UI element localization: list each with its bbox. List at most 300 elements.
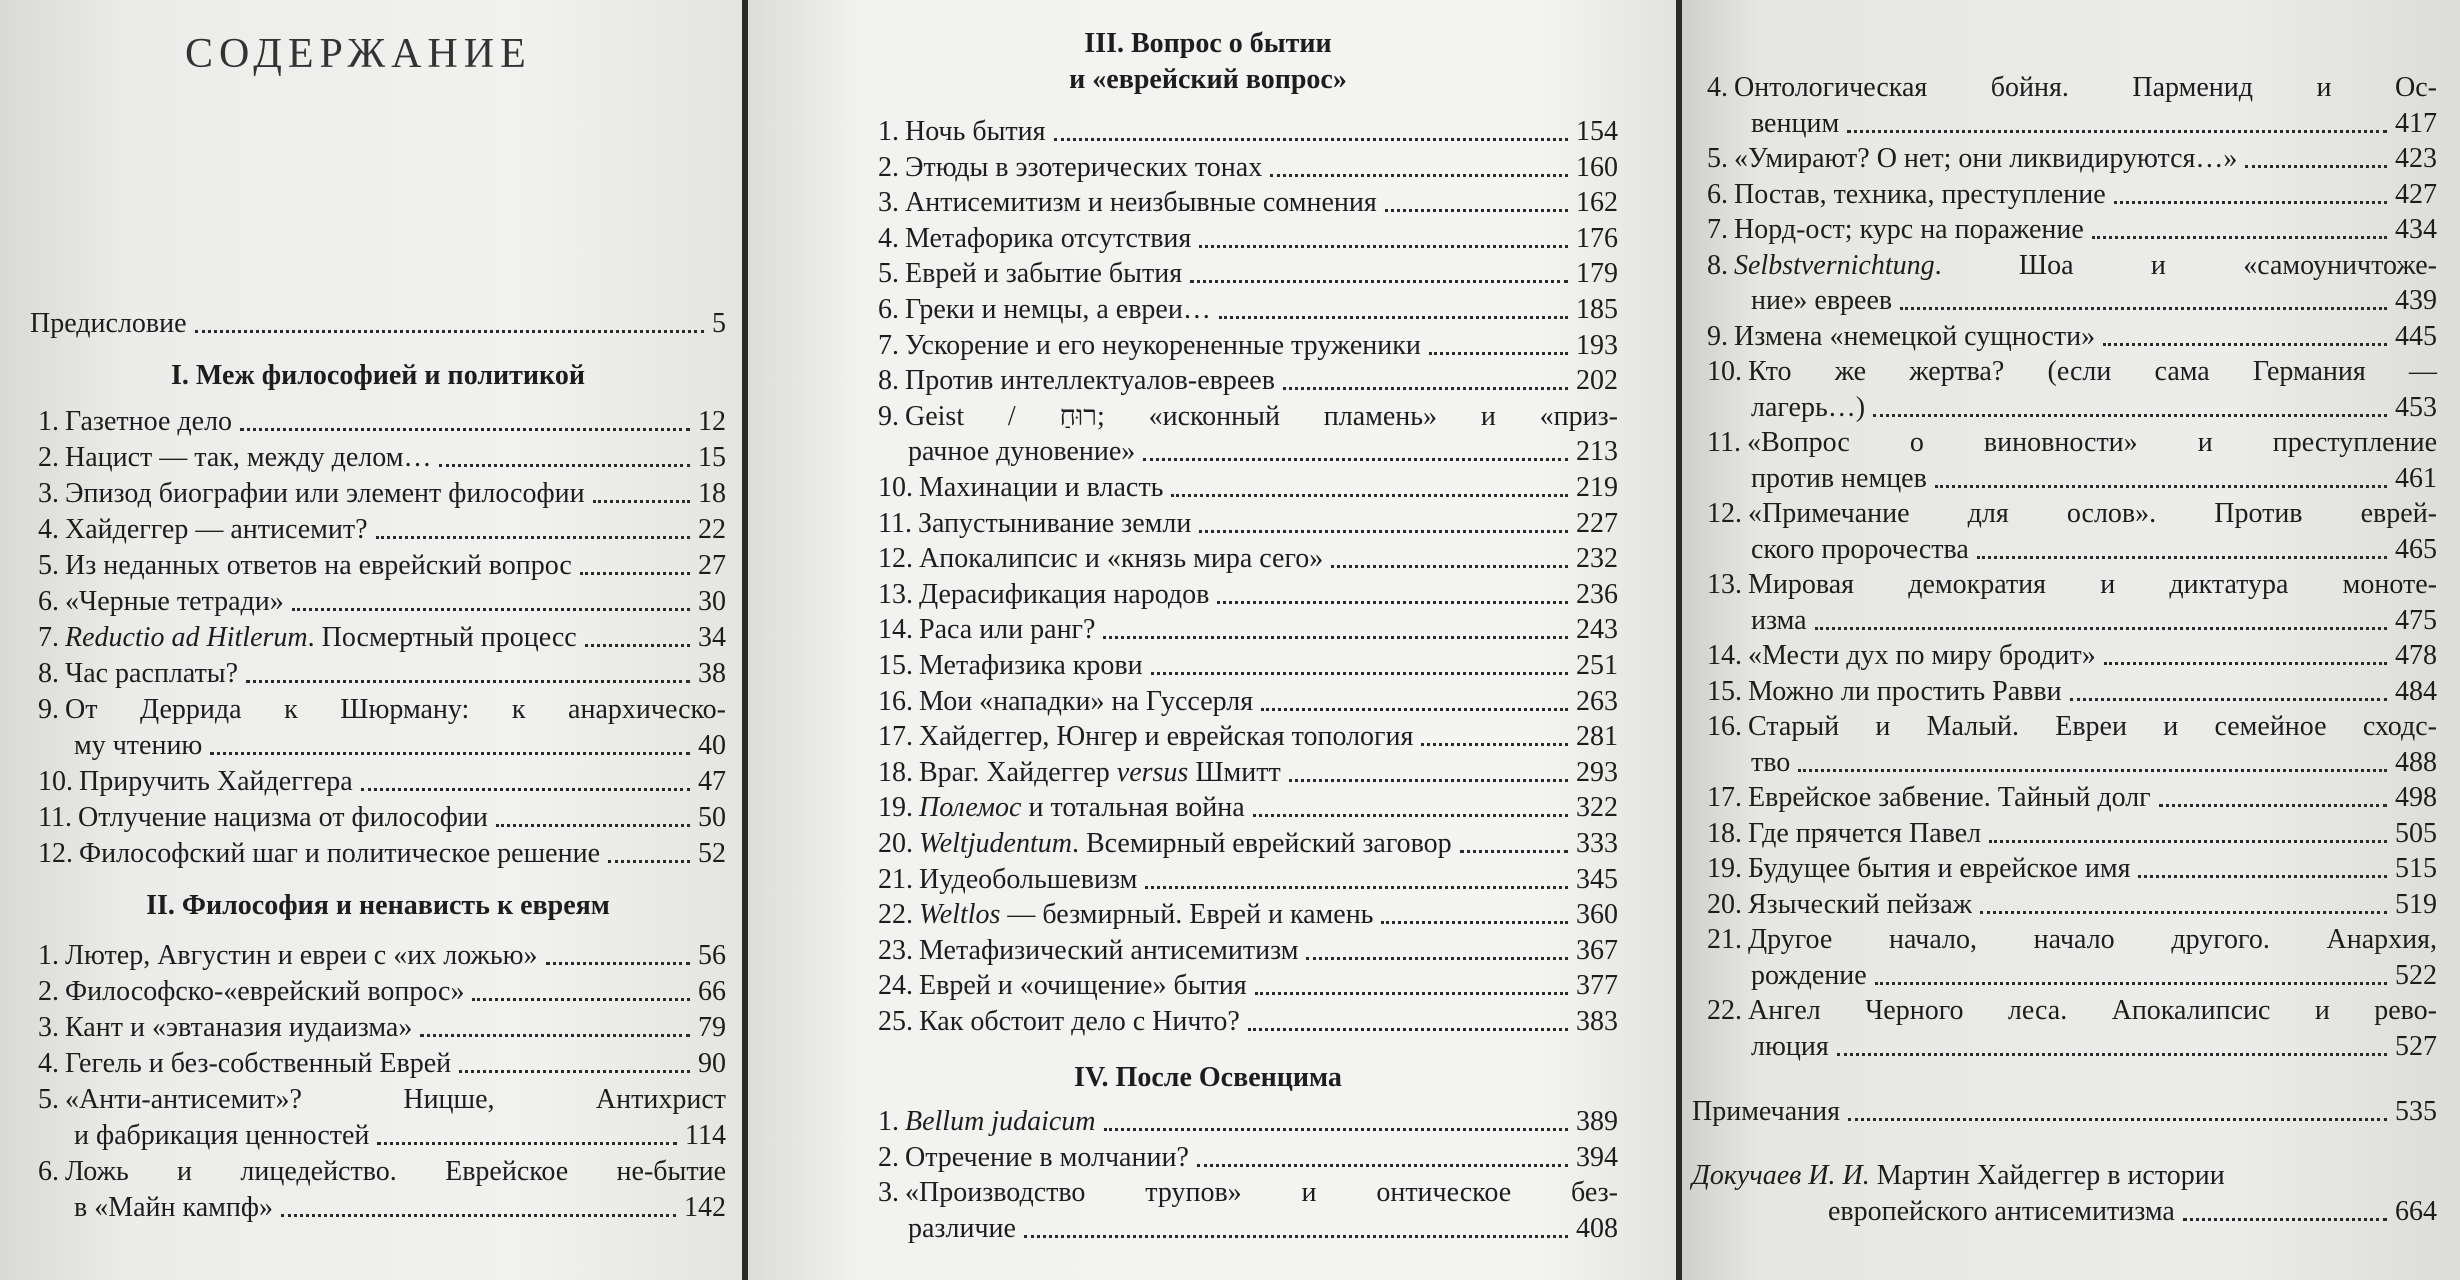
page-number: 484 [2395,675,2437,707]
toc-entry-title: Языческий пейзаж [1748,888,1972,920]
toc-entry-text [878,150,1262,186]
toc-entry-line [38,512,726,548]
toc-entry-text [1751,390,1865,426]
toc-entry-title: Метафизика крови [919,650,1143,681]
toc-entry-number: 16. [1707,711,1742,742]
toc-entry-text [1751,461,1927,497]
toc-entry-line [1751,745,2437,781]
toc-entry-title: различие [908,1212,1016,1244]
section-title: IV. После Освенцима [1074,1062,1342,1093]
toc-entry-text [1751,532,1969,568]
leader-dots [1190,280,1568,283]
toc-entry-line [38,620,726,656]
toc-entry-text [878,790,1245,826]
leader-dots [2092,236,2387,239]
page-number: 160 [1576,151,1618,183]
toc-entry-line [1707,816,2437,852]
toc-entry-line [38,656,726,692]
toc-entry-number: 14. [1707,640,1742,671]
toc-entry-number: 2. [38,442,59,473]
leader-dots [2103,343,2387,346]
toc-entry-title: Кант и «эвтаназия иудаизма» [65,1012,413,1043]
toc-entry-text [38,512,368,548]
section-title: и «еврейский вопрос» [1069,64,1347,95]
toc-entry-text [878,541,1323,577]
leader-dots [1421,743,1568,746]
leader-dots [496,824,690,827]
afterword-line1 [1692,1158,2437,1194]
toc-entry-text [74,728,202,764]
toc-entry-title: . Шоа и «самоуничтоже- [1934,249,2437,281]
leader-dots [1171,494,1568,497]
page-number: 236 [1576,578,1618,610]
toc-entry-text [74,1118,369,1154]
toc-entry-number: 2. [878,151,899,183]
toc-entry-title: му чтению [74,730,203,761]
leader-dots [1837,1053,2387,1056]
leader-dots [1289,779,1568,782]
right-page [1682,0,2460,1280]
toc-entry-text [878,933,1298,969]
toc-entry-number: 6. [38,586,59,617]
toc-entry-line [1707,851,2437,887]
toc-entry-title: Норд-ост; курс на поражение [1734,214,2084,245]
toc-entry-title: ние» евреев [1751,285,1893,316]
leader-dots [1381,921,1568,924]
toc-entry-line [878,221,1618,257]
toc-entry-number: 9. [1707,320,1728,352]
leader-dots [546,962,690,965]
toc-entry-line [878,826,1618,862]
toc-entry-text [878,755,1281,791]
toc-entry-number: 8. [38,658,59,689]
toc-entry-title: Против интеллектуалов-евреев [905,365,1275,397]
afterword-title: Мартин Хайдеггер в истории [1869,1160,2225,1191]
toc-entry-text [878,1004,1240,1040]
toc-entry-line [38,584,726,620]
leader-dots [1217,601,1568,604]
toc-entry-line [1751,461,2437,497]
toc-entry-line1 [1707,709,2437,745]
page-number: 478 [2395,640,2437,671]
toc-entry-number: 7. [38,622,59,653]
toc-entry-title: «Примечание для ослов». Против еврей- [1748,498,2437,529]
page-number: 333 [1576,828,1618,859]
leader-dots [1900,307,2387,310]
toc-entry-number: 17. [1707,782,1742,813]
toc-entry-line [38,938,726,974]
toc-entry-line [878,577,1618,613]
leader-dots [1306,957,1568,960]
toc-entry-text [878,1104,1096,1140]
leader-dots [377,1142,677,1145]
toc-entry-line [38,836,726,872]
page-number: 47 [698,766,726,797]
toc-entry-line [878,541,1618,577]
preface-title: Предисловие [30,308,187,339]
toc-entry-title-italic: Weltlos [919,899,1001,931]
toc-entry-text [38,1046,451,1082]
leader-dots [1873,414,2387,417]
toc-entry-title: рачное дуновение» [908,436,1136,468]
toc-entry-number: 21. [1707,924,1742,955]
toc-entry-line [878,328,1618,364]
page-number: 345 [1576,863,1618,895]
leader-dots [281,1214,676,1217]
toc-entry-text [878,577,1209,613]
toc-entry-title: . Посмертный процесс [307,622,577,653]
toc-entry-line1 [1707,248,2437,284]
toc-entry-line [1751,106,2437,142]
toc-entry-line [1751,603,2437,639]
toc-entry-number: 12. [1707,498,1742,529]
toc-entry-number: 16. [878,685,913,717]
toc-entry-title: в «Майн кампф» [74,1192,273,1223]
toc-entry-text [38,656,238,692]
toc-entry-title: Ложь и лицедейство. Еврейское не-бытие [65,1156,726,1187]
toc-entry-title: против немцев [1751,462,1927,494]
toc-entry-title: Метафизический антисемитизм [919,934,1299,966]
toc-entry-number: 23. [878,934,913,966]
leader-dots [1847,130,2387,133]
toc-entry-number: 18. [878,756,913,788]
toc-entry-title: Антисемитизм и неизбывные сомнения [905,187,1377,219]
page-number: 56 [698,940,726,971]
toc-entry-text [1707,780,2151,816]
leader-dots [585,644,690,647]
toc-entry-number: 6. [878,294,899,325]
page-number: 5 [712,308,726,339]
toc-entry-text [30,306,187,342]
page-number: 22 [698,514,726,545]
leader-dots [1989,840,2387,843]
toc-entry-title: Еврей и «очищение» бытия [919,970,1247,1002]
toc-entry-title: Кто же жертва? (если сама Германия — [1748,356,2437,387]
leader-dots [420,1034,690,1037]
leader-dots [1283,387,1568,390]
toc-entry-number: 11. [1707,427,1741,458]
toc-entry-text [1751,106,1839,142]
toc-entry-title: «Мести дух по миру бродит» [1748,640,2096,671]
toc-entry-text [908,434,1135,470]
page-number: 34 [698,622,726,653]
leader-dots [1429,352,1568,355]
toc-entry-title: Приручить Хайдеггера [79,766,353,797]
leader-dots [1977,556,2387,559]
toc-entry-text [1707,141,2237,177]
page-number: 445 [2395,320,2437,352]
toc-entry-number: 2. [38,976,59,1007]
page-number: 505 [2395,817,2437,849]
leader-dots [376,536,690,539]
page-number: 162 [1576,187,1618,219]
toc-entry-text [878,862,1137,898]
leader-dots [2245,165,2387,168]
leader-dots [1798,769,2387,772]
toc-entry-number: 4. [38,1048,59,1079]
toc-entry-title: Измена «немецкой сущности» [1734,320,2096,352]
toc-entry-line1 [1707,70,2437,106]
page-number: 27 [698,550,726,581]
page-number: 179 [1576,258,1618,290]
toc-entry-title: Ускорение и его неукорененные труженики [905,329,1421,361]
page-number: 535 [2395,1096,2437,1127]
toc-entry-line [38,974,726,1010]
page-number: 18 [698,478,726,509]
toc-entry-number: 1. [878,116,899,147]
page-number: 515 [2395,853,2437,884]
toc-entry-line [878,1004,1618,1040]
toc-entry-title: Газетное дело [65,406,233,437]
toc-entry-line [878,790,1618,826]
leader-dots [2070,698,2387,701]
notes-title: Примечания [1692,1096,1841,1127]
toc-entry-number: 5. [878,258,899,290]
page-number: 475 [2395,604,2437,636]
toc-entry-line [74,728,726,764]
page-number: 360 [1576,899,1618,931]
toc-entry-text [1828,1194,2175,1230]
toc-entry-number: 1. [38,406,59,437]
toc-entry-title: Эпизод биографии или элемент философии [65,478,585,509]
toc-entry-title: Постав, техника, преступление [1734,178,2106,210]
toc-entry-number: 3. [38,1012,59,1043]
toc-entry-line [878,470,1618,506]
toc-entry-title: Иудеобольшевизм [919,863,1138,895]
leader-dots [246,680,690,683]
toc-entry-number: 10. [38,766,73,797]
page-number: 377 [1576,970,1618,1002]
toc-entry-number: 6. [38,1156,59,1187]
toc-entry-line [1707,887,2437,923]
toc-entry-title: Лютер, Августин и евреи с «их ложью» [65,940,538,971]
toc-entry-line [1751,958,2437,994]
leader-dots [210,752,690,755]
leader-dots [608,860,690,863]
leader-dots [1199,530,1568,533]
toc-entry-number: 1. [38,940,59,971]
toc-entry-line [38,548,726,584]
toc-entry-line1 [1707,354,2437,390]
toc-entry-text [1751,745,1790,781]
toc-entry-line [1751,532,2437,568]
toc-entry-number: 20. [1707,888,1742,920]
toc-entry-text [38,764,353,800]
toc-entry-title: «Анти-антисемит»? Ницше, Антихрист [65,1084,726,1115]
leader-dots [1815,627,2387,630]
toc-entry-text [74,1190,273,1226]
toc-entry-line [878,897,1618,933]
leader-dots [1104,1128,1568,1131]
toc-entry-text [878,292,1211,328]
toc-entry-number: 5. [38,1084,59,1115]
leader-dots [1248,1028,1568,1031]
toc-entry-text [1692,1094,1840,1130]
toc-entry-title: Хайдеггер, Юнгер и еврейская топология [919,721,1414,753]
toc-entry-title: Враг. Хайдеггер [919,756,1117,788]
toc-entry-line [38,404,726,440]
toc-entry-line1 [1707,425,2437,461]
page-number: 453 [2395,391,2437,423]
leader-dots [2159,804,2387,807]
toc-entry-line [878,933,1618,969]
page-number: 293 [1576,756,1618,788]
toc-entry-title: Отречение в молчании? [905,1141,1189,1173]
toc-entry-line [878,292,1618,328]
leader-dots [2183,1218,2387,1221]
left-page [0,0,742,1280]
toc-entry-number: 5. [38,550,59,581]
toc-entry-text [38,548,572,584]
toc-entry-line [1751,1029,2437,1065]
toc-entry-title: Онтологическая бойня. Парменид и Ос- [1734,72,2437,103]
toc-entry-text [878,221,1191,257]
toc-entry-title-italic: Reductio ad Hitlerum [65,622,308,653]
leader-dots [1848,1118,2387,1121]
toc-entry-number: 25. [878,1006,913,1037]
toc-entry-title: Мировая демократия и диктатура моноте- [1748,569,2437,600]
toc-entry-text [1707,638,2096,674]
toc-entry-title: изма [1751,604,1807,636]
leader-dots [1103,636,1568,639]
toc-entry-text [1707,319,2095,355]
toc-entry-line [878,612,1618,648]
afterword-title: европейского антисемитизма [1828,1196,2175,1227]
leader-dots [1054,138,1568,141]
toc-entry-text [1751,958,1867,994]
leader-dots [1024,1235,1568,1238]
page-number: 40 [698,730,726,761]
toc-entry-number: 22. [1707,995,1742,1026]
page-number: 219 [1576,472,1618,503]
toc-entry-title: и фабрикация ценностей [74,1120,370,1151]
leader-dots [1145,886,1568,889]
toc-entry-text [878,506,1191,542]
toc-entry-number: 17. [878,721,913,753]
toc-entry-number: 21. [878,863,913,895]
leader-dots [1460,850,1568,853]
toc-entry-title: Мои «нападки» на Гуссерля [919,685,1254,717]
page-number: 50 [698,802,726,833]
page-number: 367 [1576,934,1618,966]
toc-entry-text [878,328,1421,364]
leader-dots [2104,662,2387,665]
toc-entry-title: Шмитт [1188,756,1281,788]
toc-entry-line [38,440,726,476]
leader-dots [2114,201,2387,204]
toc-entry-line [878,363,1618,399]
leader-dots [1270,174,1568,177]
afterword-line2 [1828,1194,2437,1230]
toc-entry-text [1707,851,2130,887]
page-number: 519 [2395,888,2437,920]
leader-dots [439,464,690,467]
toc-entry-title-italic: Weltjudentum [919,828,1072,859]
toc-entry-number: 1. [878,1106,899,1137]
page-number: 202 [1576,365,1618,397]
page-number: 408 [1576,1212,1618,1244]
toc-entry-number: 3. [38,478,59,509]
toc-entry-text [878,897,1373,933]
page-number: 142 [684,1192,726,1223]
toc-entry-title: Из неданных ответов на еврейский вопрос [65,550,572,581]
page-number: 154 [1576,116,1618,147]
toc-entry-title: Старый и Малый. Евреи и семейное сходс- [1748,711,2437,742]
toc-entry-title: — безмирный. Еврей и камень [1000,899,1374,931]
toc-entry-text [38,404,232,440]
toc-entry-number: 4. [38,514,59,545]
toc-entry-line [878,968,1618,1004]
toc-entry-title: Можно ли простить Равви [1748,675,2062,707]
toc-entry-title: лагерь…) [1751,391,1866,423]
toc-entry-line [1707,141,2437,177]
toc-entry-title-italic: Полемос [919,792,1022,824]
toc-entry-number: 22. [878,899,913,931]
page-number: 383 [1576,1006,1618,1037]
toc-entry-number: 3. [878,187,899,219]
toc-entry-title: Другое начало, начало другого. Анархия, [1748,924,2437,955]
page-number: 232 [1576,543,1618,575]
leader-dots [459,1070,690,1073]
toc-entry-line1 [38,1154,726,1190]
toc-entry-text [38,974,464,1010]
toc-entry-text [878,719,1413,755]
toc-entry-number: 9. [38,694,59,725]
toc-entry-number: 12. [38,838,73,869]
page-number: 461 [2395,462,2437,494]
toc-entry-title: Где прячется Павел [1748,817,1982,849]
toc-entry-text [1707,674,2062,710]
contents-heading: СОДЕРЖАНИЕ [185,31,532,77]
toc-entry-line [878,150,1618,186]
toc-entry-title: Geist / רוּחַ; «исконный пламень» и «приз- [905,400,1618,432]
toc-entry-title: «Производство трупов» и онтическое без- [905,1177,1618,1209]
toc-entry-title: Будущее бытия и еврейское имя [1748,853,2131,884]
toc-entry-text [1707,212,2084,248]
toc-entry-number: 18. [1707,817,1742,849]
toc-entry-text [1751,283,1892,319]
toc-entry-line [1707,177,2437,213]
toc-entry-line [878,114,1618,150]
page-number: 30 [698,586,726,617]
toc-entry-title: тво [1751,746,1791,778]
toc-entry-number: 14. [878,614,913,646]
toc-entry-line1 [1707,922,2437,958]
leader-dots [472,998,690,1001]
toc-entry-text [38,620,577,656]
toc-entry-line [878,648,1618,684]
leader-dots [1331,565,1568,568]
page-number: 439 [2395,285,2437,316]
toc-entry-line1 [38,1082,726,1118]
toc-entry-text [38,938,538,974]
toc-entry-line [878,755,1618,791]
toc-entry-text [878,684,1253,720]
toc-entry-title: «Черные тетради» [65,586,284,617]
toc-entry-title: . Всемирный еврейский заговор [1071,828,1452,859]
afterword-author: Докучаев И. И. [1692,1160,1870,1191]
page-number: 12 [698,406,726,437]
toc-entry-title: Ангел Черного леса. Апокалипсис и рево- [1748,995,2437,1026]
page-number: 389 [1576,1106,1618,1137]
toc-entry-number: 24. [878,970,913,1002]
page-number: 193 [1576,329,1618,361]
toc-entry-number: 7. [1707,214,1728,245]
toc-entry-text [1707,816,1981,852]
toc-entry-text [1707,887,1972,923]
toc-entry-title-italic: versus [1116,756,1189,788]
toc-entry-line [908,434,1618,470]
